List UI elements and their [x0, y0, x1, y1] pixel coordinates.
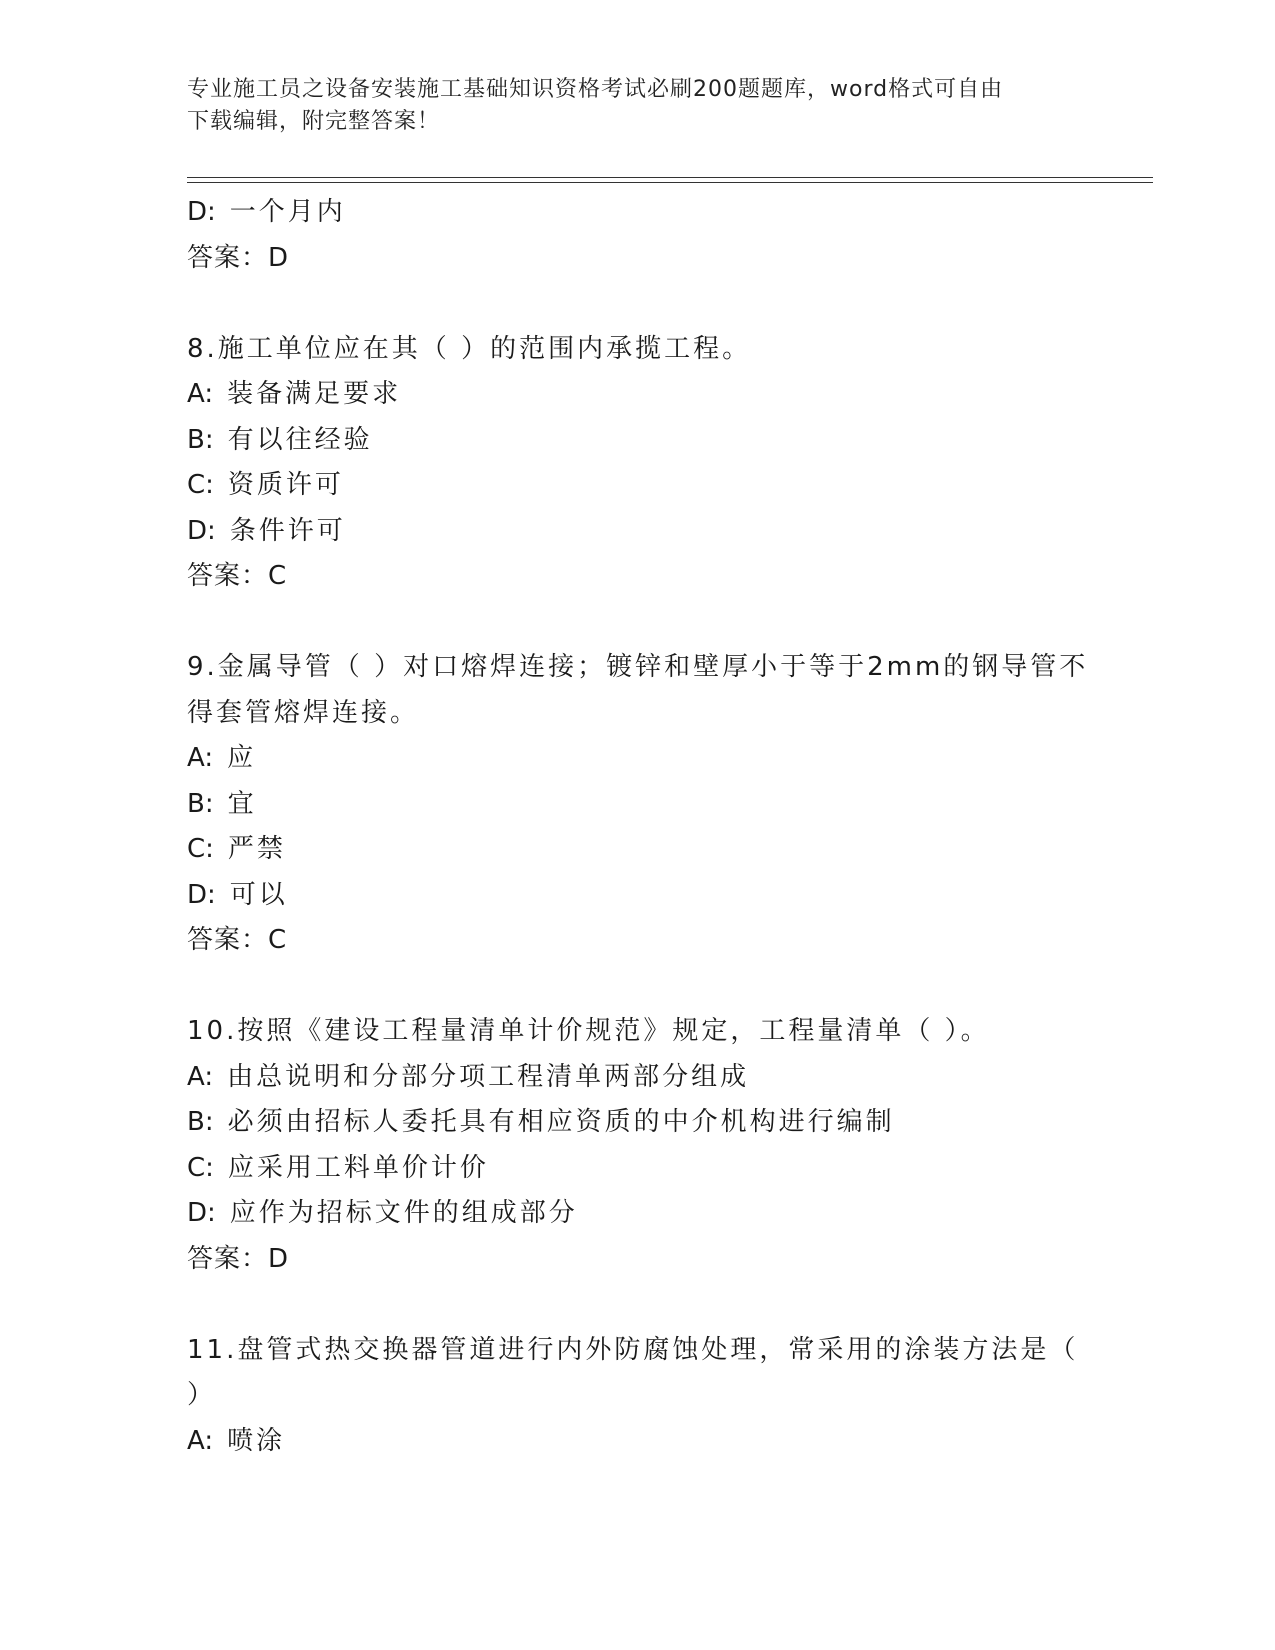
- question-9-option-d: D: 可以: [187, 879, 288, 910]
- question-9-title-line-2: 得套管熔焊连接。: [187, 697, 420, 728]
- header-line-2: 下载编辑，附完整答案！: [187, 109, 441, 134]
- question-11-title-line-1: 11.盘管式热交换器管道进行内外防腐蚀处理，常采用的涂装方法是（: [187, 1334, 1079, 1365]
- document-header: [187, 74, 1087, 138]
- question-11-option-a: A: 喷涂: [187, 1425, 286, 1456]
- question-9-option-c: C: 严禁: [187, 834, 286, 864]
- question-9-title-line-1: 9.金属导管（ ）对口熔焊连接；镀锌和壁厚小于等于2mm的钢导管不: [187, 652, 1089, 682]
- question-8-option-d: D: 条件许可: [187, 515, 346, 546]
- question-10-option-d: D: 应作为招标文件的组成部分: [187, 1198, 578, 1228]
- question-9-option-b: B: 宜: [187, 788, 257, 819]
- answer: 答案：D: [187, 242, 290, 273]
- question-8-option-b: B: 有以往经验: [187, 424, 373, 455]
- question-10-option-c: C: 应采用工料单价计价: [187, 1152, 489, 1183]
- question-8-option-a: A: 装备满足要求: [187, 379, 402, 409]
- header-rule-bottom: [187, 182, 1153, 183]
- header-rule-top: [187, 177, 1153, 178]
- question-list: [187, 190, 1087, 1464]
- spacer: [187, 964, 1087, 1010]
- option-d: D: 一个月内: [187, 197, 346, 227]
- spacer: [187, 600, 1087, 646]
- question-9-option-a: A: 应: [187, 743, 257, 773]
- spacer: [187, 1282, 1087, 1328]
- header-line-1: 专业施工员之设备安装施工基础知识资格考试必刷200题题库，word格式可自由: [187, 77, 1004, 102]
- question-8-answer: 答案：C: [187, 561, 288, 591]
- question-10-title: 10.按照《建设工程量清单计价规范》规定，工程量清单（ ）。: [187, 1016, 990, 1046]
- question-11-title-line-2: ）: [187, 1380, 217, 1410]
- question-8-option-c: C: 资质许可: [187, 470, 344, 500]
- question-10-answer: 答案：D: [187, 1243, 290, 1274]
- question-10-option-a: A: 由总说明和分部分项工程清单两部分组成: [187, 1061, 750, 1092]
- question-8-title: 8.施工单位应在其（ ）的范围内承揽工程。: [187, 333, 752, 364]
- spacer: [187, 281, 1087, 327]
- question-9-answer: 答案：C: [187, 925, 288, 955]
- question-10-option-b: B: 必须由招标人委托具有相应资质的中介机构进行编制: [187, 1107, 895, 1137]
